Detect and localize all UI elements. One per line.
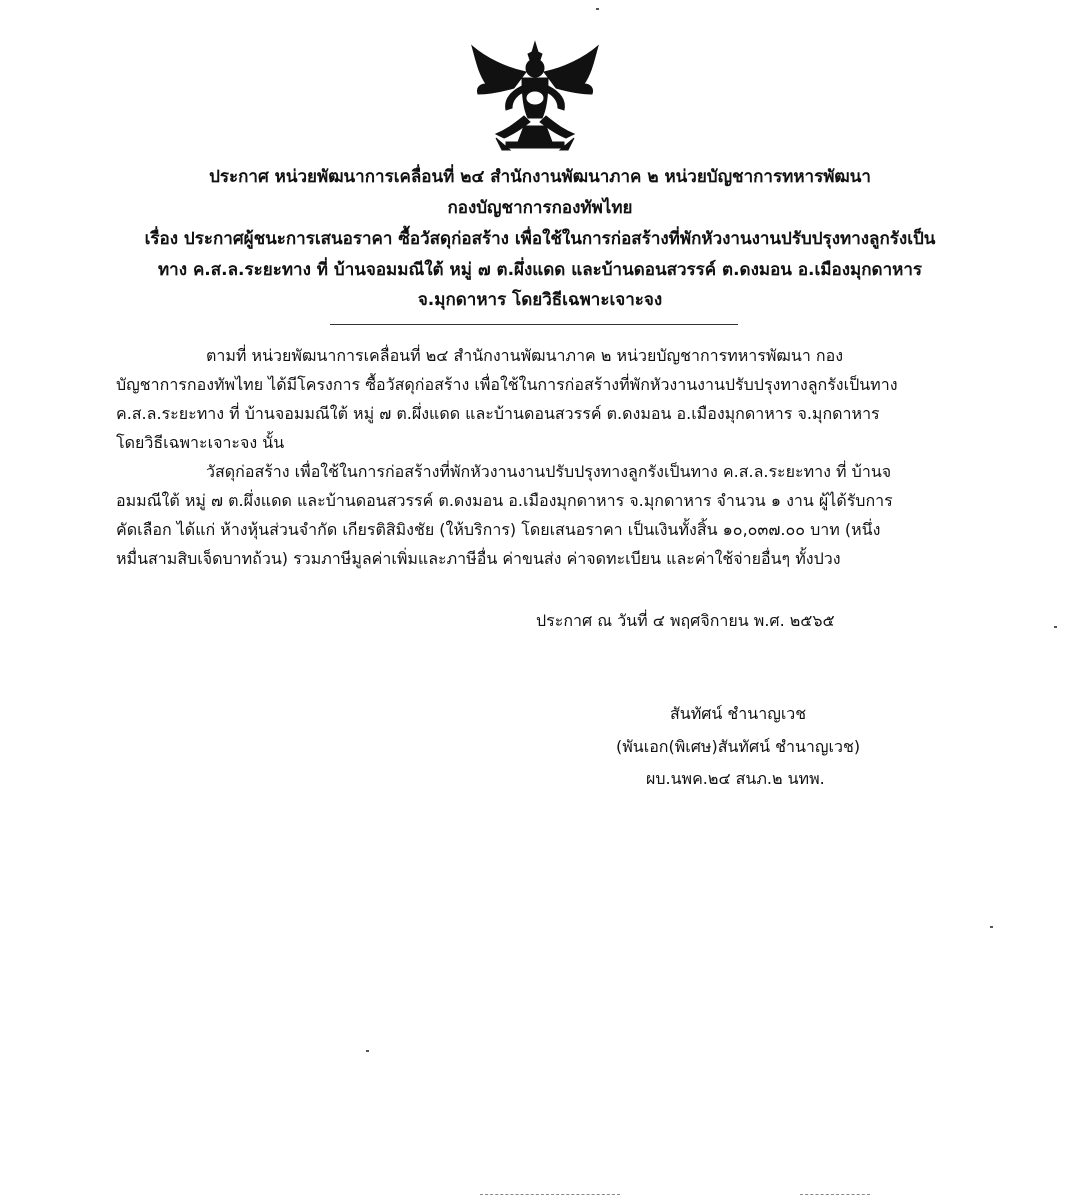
- scan-speck: [366, 1050, 369, 1052]
- paragraph-2-line: อมมณีใต้ หมู่ ๗ ต.ผึ่งแดด และบ้านดอนสวรรค์ ต.ดงมอน อ.เมืองมุกดาหาร จ.มุกดาหาร จำนวน ๑ งาน ผู้ได้รับการ: [116, 491, 893, 510]
- garuda-emblem-icon: [466, 38, 604, 156]
- paragraph-1-line: ตามที่ หน่วยพัฒนาการเคลื่อนที่ ๒๔ สำนักงานพัฒนาภาค ๒ หน่วยบัญชาการทหารพัฒนา กอง: [206, 346, 843, 365]
- announcement-title-line-2: กองบัญชาการกองทัพไทย: [447, 198, 633, 218]
- signature-name: สันทัศน์ ชำนาญเวช: [670, 704, 807, 723]
- header-divider: [330, 324, 738, 325]
- scan-speck: [990, 926, 993, 928]
- subject-line-3: จ.มุกดาหาร โดยวิธีเฉพาะเจาะจง: [417, 290, 663, 310]
- paragraph-1-line: บัญชาการกองทัพไทย ได้มีโครงการ ซื้อวัสดุก่อสร้าง เพื่อใช้ในการก่อสร้างที่พักหัวงานงานปรับปรุงทางลูกรังเป็นทาง: [116, 375, 898, 394]
- paragraph-2-line: หมื่นสามสิบเจ็ดบาทถ้วน) รวมภาษีมูลค่าเพิ่มและภาษีอื่น ค่าขนส่ง ค่าจดทะเบียน และค่าใช้จ่ายอื่นๆ ทั้งปวง: [116, 549, 841, 568]
- paragraph-2-line: คัดเลือก ได้แก่ ห้างหุ้นส่วนจำกัด เกียรติสิมิงชัย (ให้บริการ) โดยเสนอราคา เป็นเงินทั้งสิ้น ๑๐,๐๓๗.๐๐ บาท (หนึ่ง: [116, 520, 881, 539]
- paragraph-2-line: วัสดุก่อสร้าง เพื่อใช้ในการก่อสร้างที่พักหัวงานงานปรับปรุงทางลูกรังเป็นทาง ค.ส.ล.ระยะทาง ที่ บ้านจ: [206, 462, 892, 481]
- scan-artifact-line: [480, 1194, 620, 1196]
- announcement-title-line-1: ประกาศ หน่วยพัฒนาการเคลื่อนที่ ๒๔ สำนักงานพัฒนาภาค ๒ หน่วยบัญชาการทหารพัฒนา: [209, 167, 871, 187]
- scan-artifact-line: [800, 1194, 870, 1196]
- subject-line-1: เรื่อง ประกาศผู้ชนะการเสนอราคา ซื้อวัสดุก่อสร้าง เพื่อใช้ในการก่อสร้างที่พักหัวงานงานปรับปรุงทางลูกรังเป็น: [144, 229, 936, 249]
- paragraph-1-line: ค.ส.ล.ระยะทาง ที่ บ้านจอมมณีใต้ หมู่ ๗ ต.ผึ่งแดด และบ้านดอนสวรรค์ ต.ดงมอน อ.เมืองมุกดาหาร จ.มุกดาหาร: [116, 404, 880, 423]
- paragraph-1-line: โดยวิธีเฉพาะเจาะจง นั้น: [116, 433, 285, 452]
- scan-speck: [596, 8, 599, 10]
- signature-position: ผบ.นพค.๒๔ สนภ.๒ นทพ.: [646, 769, 825, 788]
- scan-speck: [1054, 626, 1057, 628]
- subject-line-2: ทาง ค.ส.ล.ระยะทาง ที่ บ้านจอมมณีใต้ หมู่ ๗ ต.ผึ่งแดด และบ้านดอนสวรรค์ ต.ดงมอน อ.เมืองมุกดาหาร: [157, 260, 923, 280]
- signature-full-rank: (พันเอก(พิเศษ)สันทัศน์ ชำนาญเวช): [616, 737, 861, 756]
- announcement-date: ประกาศ ณ วันที่ ๔ พฤศจิกายน พ.ศ. ๒๕๖๕: [536, 611, 835, 630]
